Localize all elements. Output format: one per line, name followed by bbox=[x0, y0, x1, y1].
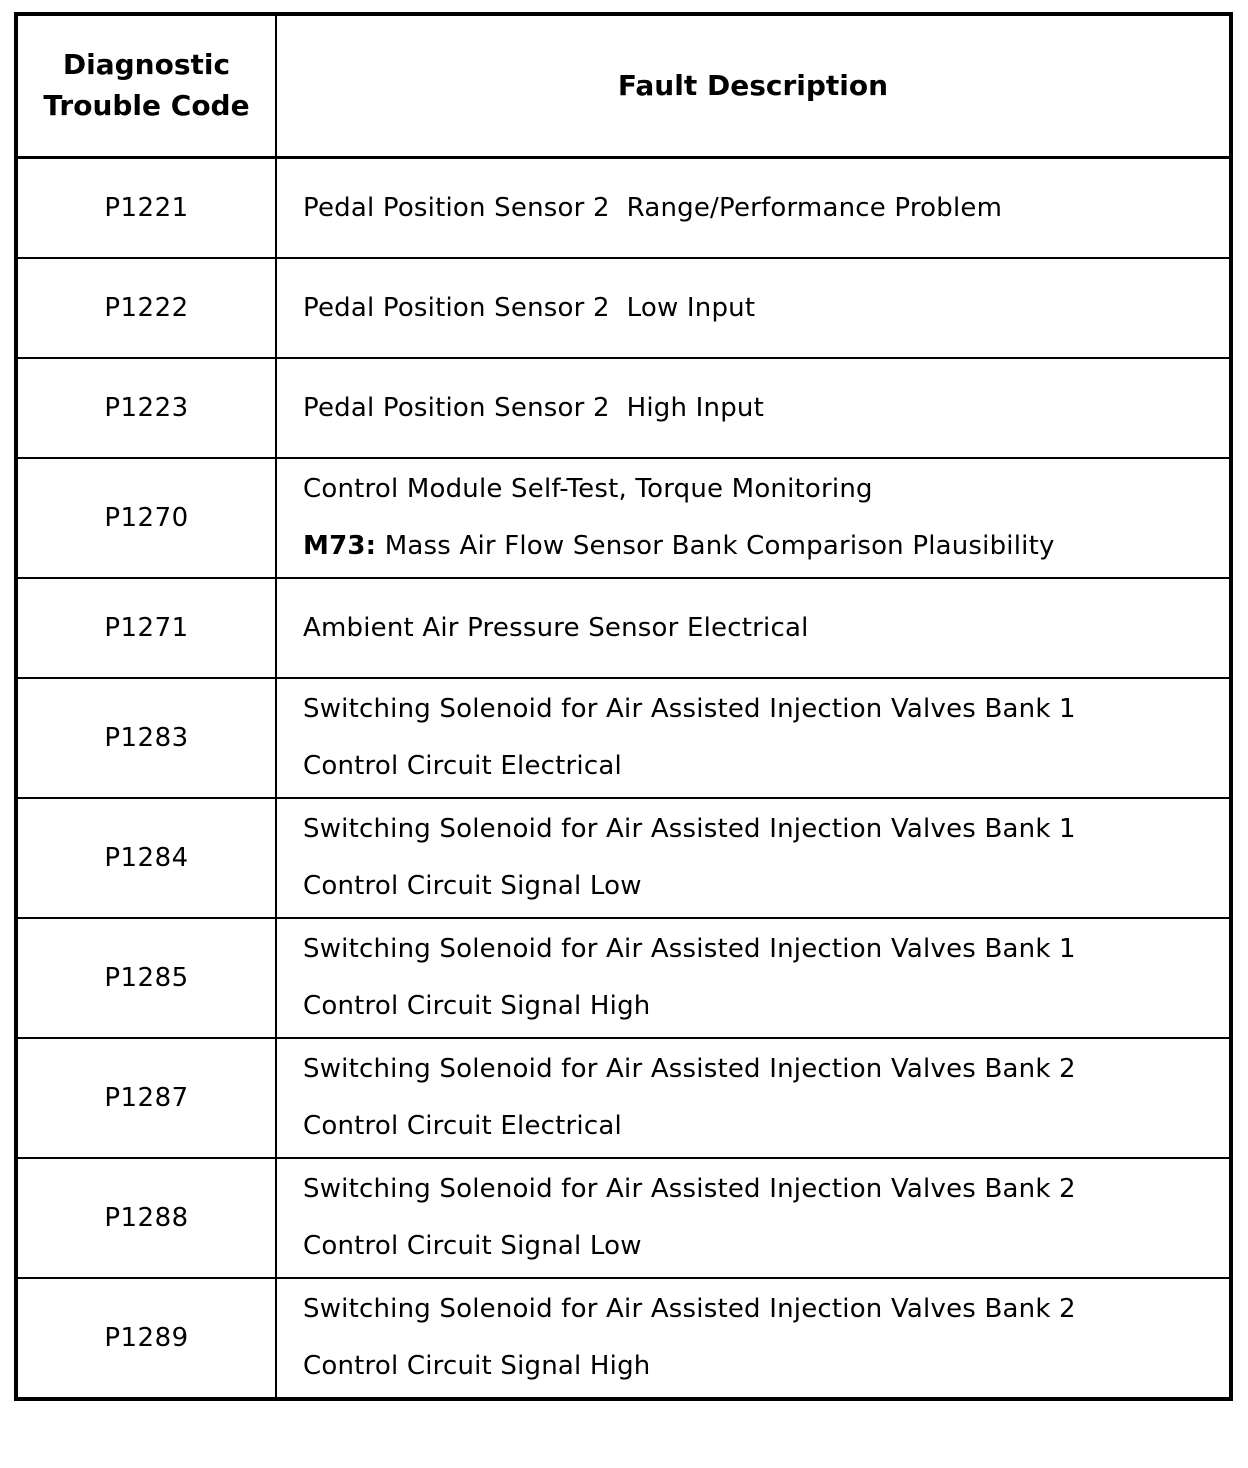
fault-description-cell bbox=[276, 258, 1231, 358]
description-line: M73: Mass Air Flow Sensor Bank Comparison Plausibility bbox=[303, 531, 1055, 561]
description-line: Control Module Self-Test, Torque Monitoring bbox=[303, 474, 873, 504]
description-line: Switching Solenoid for Air Assisted Injection Valves Bank 2 bbox=[303, 1174, 1076, 1204]
description-line: Control Circuit Electrical bbox=[303, 751, 622, 781]
dtc-table bbox=[14, 12, 1233, 1401]
table-row bbox=[16, 798, 1231, 918]
dtc-code-cell: P1222 bbox=[16, 258, 276, 358]
dtc-code-cell: P1288 bbox=[16, 1158, 276, 1278]
fault-description-cell bbox=[276, 1038, 1231, 1158]
table-row bbox=[16, 258, 1231, 358]
table-row bbox=[16, 358, 1231, 458]
description-line: Control Circuit Signal High bbox=[303, 991, 651, 1021]
header-fault-description: Fault Description bbox=[276, 14, 1231, 158]
description-line: Switching Solenoid for Air Assisted Injection Valves Bank 2 bbox=[303, 1294, 1076, 1324]
fault-description-cell bbox=[276, 1158, 1231, 1278]
description-line: Control Circuit Signal Low bbox=[303, 871, 642, 901]
description-line: Switching Solenoid for Air Assisted Injection Valves Bank 1 bbox=[303, 814, 1076, 844]
table-header-row bbox=[16, 14, 1231, 158]
fault-description-cell bbox=[276, 798, 1231, 918]
description-line: Control Circuit Signal High bbox=[303, 1351, 651, 1381]
bold-prefix: M73: bbox=[303, 531, 377, 561]
description-line: Control Circuit Signal Low bbox=[303, 1231, 642, 1261]
table-row bbox=[16, 1158, 1231, 1278]
fault-description-cell bbox=[276, 1278, 1231, 1399]
fault-description-cell bbox=[276, 458, 1231, 578]
fault-description-cell bbox=[276, 158, 1231, 259]
description-line: Switching Solenoid for Air Assisted Injection Valves Bank 1 bbox=[303, 694, 1076, 724]
dtc-code-cell: P1284 bbox=[16, 798, 276, 918]
description-line: Pedal Position Sensor 2 High Input bbox=[303, 392, 764, 423]
dtc-code-cell: P1283 bbox=[16, 678, 276, 798]
description-line: Switching Solenoid for Air Assisted Injection Valves Bank 2 bbox=[303, 1054, 1076, 1084]
description-line: Control Circuit Electrical bbox=[303, 1111, 622, 1141]
dtc-code-cell: P1270 bbox=[16, 458, 276, 578]
description-line: Ambient Air Pressure Sensor Electrical bbox=[303, 612, 809, 643]
description-line: Pedal Position Sensor 2 Low Input bbox=[303, 292, 756, 323]
table-row bbox=[16, 1278, 1231, 1399]
table-row bbox=[16, 918, 1231, 1038]
table-row bbox=[16, 578, 1231, 678]
dtc-code-cell: P1221 bbox=[16, 158, 276, 259]
table-body bbox=[16, 158, 1231, 1400]
dtc-code-cell: P1285 bbox=[16, 918, 276, 1038]
fault-description-cell bbox=[276, 578, 1231, 678]
table-row bbox=[16, 158, 1231, 259]
fault-description-cell bbox=[276, 678, 1231, 798]
dtc-code-cell: P1223 bbox=[16, 358, 276, 458]
table-row bbox=[16, 458, 1231, 578]
table-row bbox=[16, 1038, 1231, 1158]
dtc-code-cell: P1289 bbox=[16, 1278, 276, 1399]
dtc-code-cell: P1271 bbox=[16, 578, 276, 678]
header-diagnostic-trouble-code: Diagnostic Trouble Code bbox=[16, 14, 276, 158]
table-row bbox=[16, 678, 1231, 798]
fault-description-cell bbox=[276, 358, 1231, 458]
description-line: Switching Solenoid for Air Assisted Injection Valves Bank 1 bbox=[303, 934, 1076, 964]
description-line: Pedal Position Sensor 2 Range/Performance Problem bbox=[303, 192, 1003, 223]
dtc-code-cell: P1287 bbox=[16, 1038, 276, 1158]
fault-description-cell bbox=[276, 918, 1231, 1038]
